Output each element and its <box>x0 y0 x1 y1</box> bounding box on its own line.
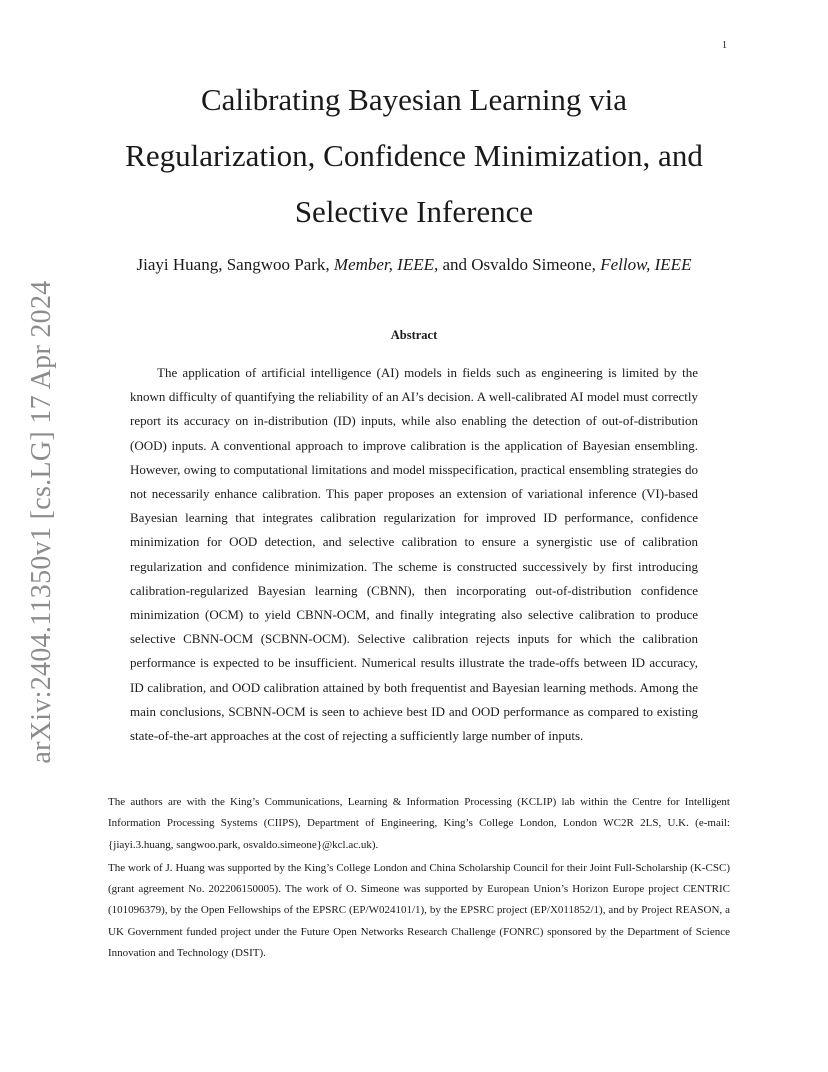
title-line-1: Calibrating Bayesian Learning via <box>200 82 628 117</box>
footnote-funding: The work of J. Huang was supported by the King’s College London and China Scholarship Council for their Joint Full-Scholarship (K-CSC) (grant agreement No. 202206150005). The work of O. Simeone was supported by European Union’s Horizon Europe project CENTRIC (101096379), by the Open Fellowships of the EPSRC (EP/W024101/1), by the EPSRC project (EP/X011852/1), and by Project REASON, a UK Government funded project under the Future Open Networks Research Challenge (FONRC) sponsored by the Department of Science Innovation and Technology (DSIT). <box>108 861 730 960</box>
author-list <box>60 254 768 276</box>
member-designation: Member, IEEE <box>333 255 434 274</box>
abstract-text: The application of artificial intelligence (AI) models in fields such as engineering is limited by the known difficulty of quantifying the reliability of an AI’s decision. A well-calibrated AI model must correctly report its accuracy on in-distribution (ID) inputs, while also enabling the detection of out-of-distribution (OOD) inputs. A conventional approach to improve calibration is the application of Bayesian ensembling. However, owing to computational limitations and model misspecification, practical ensembling strategies do not necessarily enhance calibration. This paper proposes an extension of variational inference (VI)-based Bayesian learning that integrates calibration regularization for improved ID performance, confidence minimization for OOD detection, and selective calibration to ensure a synergistic use of calibration regularization and confidence minimization. The scheme is constructed successively by first introducing calibration-regularized Bayesian learning (CBNN), then incorporating out-of-distribution confidence minimization (OCM) to yield CBNN-OCM, and finally integrating also selective calibration to produce selective CBNN-OCM (SCBNN-OCM). Selective calibration rejects inputs for which the calibration performance is expected to be insufficient. Numerical results illustrate the trade-offs between ID accuracy, ID calibration, and OOD calibration attained by both frequentist and Bayesian learning methods. Among the main conclusions, SCBNN-OCM is seen to achieve best ID and OOD performance as compared to existing state-of-the-art approaches at the cost of rejecting a sufficiently large number of inputs. <box>130 365 698 744</box>
fellow-designation: Fellow, IEEE <box>600 255 692 274</box>
title-line-2: Regularization, Confidence Minimization, and <box>125 138 703 173</box>
arxiv-identifier-stamp: arXiv:2404.11350v1 [cs.LG] 17 Apr 2024 <box>26 280 57 764</box>
title-line-3: Selective Inference <box>294 194 534 229</box>
authors-part-1: Jiayi Huang, Sangwoo Park, <box>136 255 334 274</box>
abstract-heading: Abstract <box>390 328 438 342</box>
footnotes <box>108 792 730 964</box>
paper-title <box>90 72 738 240</box>
authors-part-2: , and Osvaldo Simeone, <box>433 255 601 274</box>
page-number: 1 <box>722 40 727 51</box>
footnote-affiliation: The authors are with the King’s Communications, Learning & Information Processing (KCLIP) lab within the Centre for Intelligent Information Processing Systems (CIIPS), Department of Engineering, King’s College London, London WC2R 2LS, U.K. (e-mail: {jiayi.3.huang, sangwoo.park, osvaldo.simeone}@kcl.ac.uk). <box>108 796 730 851</box>
